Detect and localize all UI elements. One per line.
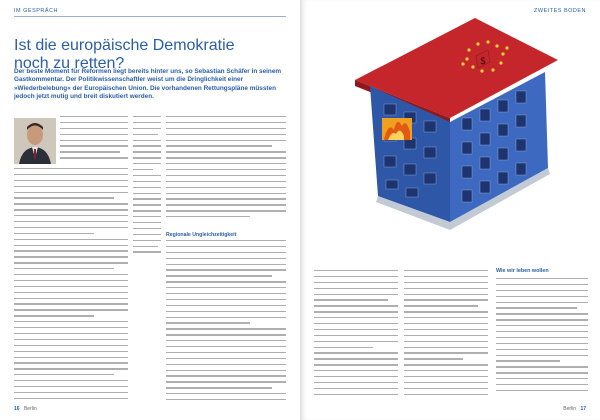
body-column-3 — [166, 240, 286, 404]
author-bio-column — [133, 116, 161, 266]
magazine-brand: Berlin — [563, 406, 577, 412]
body-column-5 — [404, 270, 488, 404]
svg-text:$: $ — [479, 56, 487, 67]
magazine-brand: Berlin — [23, 406, 37, 412]
page-folio — [563, 406, 586, 412]
section-tag: ZWEITES BODEN — [533, 8, 586, 14]
body-column-4 — [314, 270, 398, 404]
illustration-credit — [306, 60, 312, 190]
body-column-1 — [14, 168, 128, 404]
body-column-6 — [496, 278, 588, 404]
article-lead: Der beste Moment für Reformen liegt bereits hinter uns, so Sebastian Schäfer in seinem Gastkommentar. Der Politikwissenschaftler weist um die Dringlichkeit einer »Wiederbelebung« der Europäischen Union. Die vorhandenen Rettungspläne müssten jedoch jetzt mutig und breit diskutiert werden. — [14, 68, 282, 101]
body-column-2 — [166, 116, 286, 228]
page-number: 17 — [580, 406, 586, 412]
right-page — [300, 0, 600, 420]
article-headline: Ist die europäische Demokratie noch zu retten? — [14, 36, 235, 72]
header-rule — [14, 16, 286, 17]
page-folio — [14, 406, 37, 412]
section-subhead: Regionale Ungleichzeitigkeit — [166, 232, 237, 238]
author-portrait — [14, 118, 56, 164]
burning-house-illustration — [300, 0, 600, 260]
page-number: 16 — [14, 406, 20, 412]
section-subhead: Wie wir leben wollen — [496, 268, 549, 274]
body-column-intro — [60, 116, 128, 163]
section-tag: IM GESPRÄCH — [14, 8, 59, 14]
